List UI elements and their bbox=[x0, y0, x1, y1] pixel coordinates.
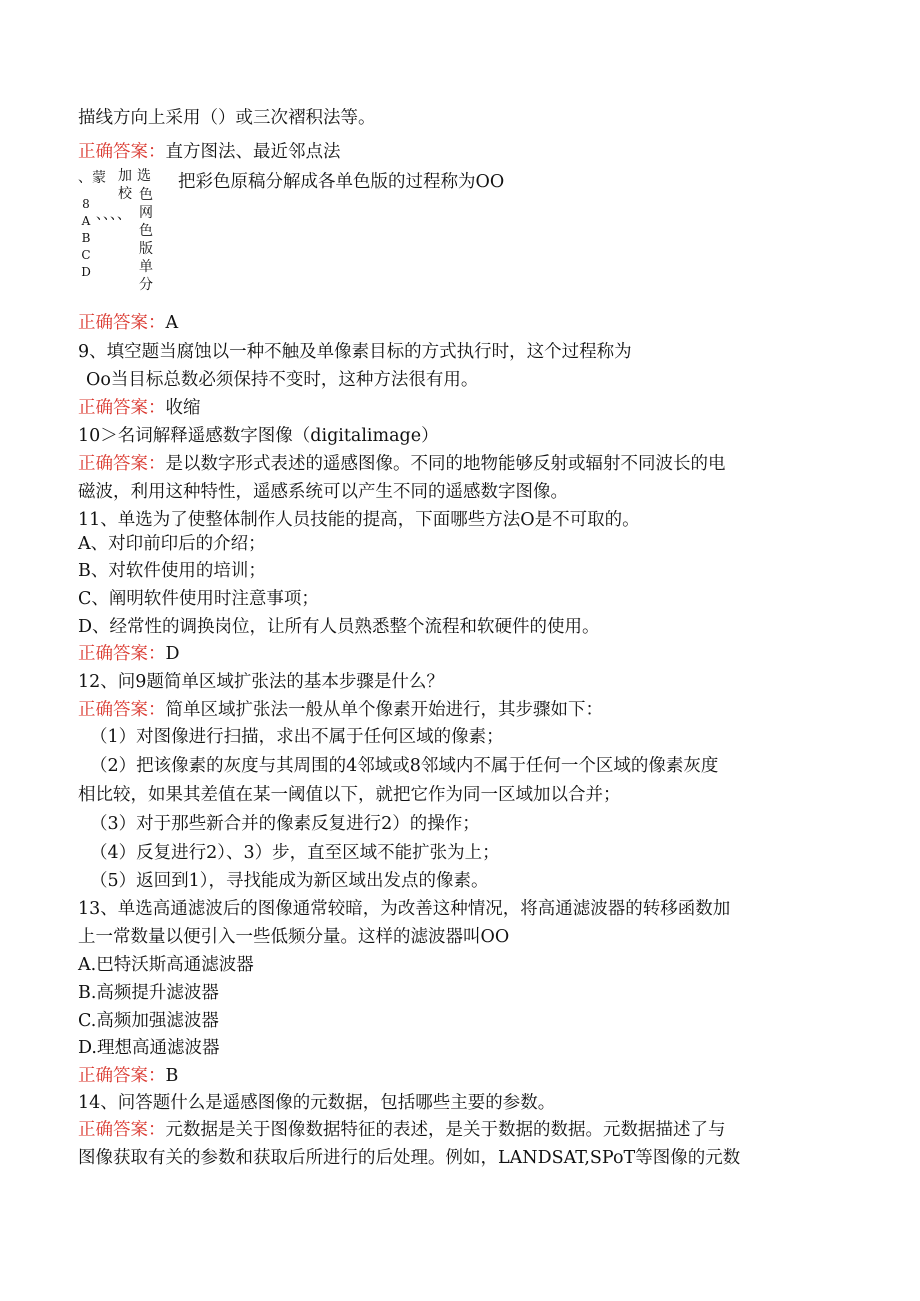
question-line: Oo当目标总数必须保持不变时，这种方法很有用。 bbox=[86, 370, 479, 390]
answer-label: 正确答案： bbox=[78, 398, 166, 418]
answer-label: 正确答案： bbox=[78, 1066, 166, 1086]
option-line: C、阐明软件使用时注意事项； bbox=[78, 589, 319, 609]
question-line: 14、问答题什么是遥感图像的元数据，包括哪些主要的参数。 bbox=[78, 1093, 556, 1113]
question-line: 9、填空题当腐蚀以一种不触及单像素目标的方式执行时，这个过程称为 bbox=[78, 342, 632, 362]
answer-text: 元数据是关于图像数据特征的表述，是关于数据的数据。元数据描述了与 bbox=[165, 1120, 726, 1140]
answer-label: 正确答案： bbox=[78, 644, 166, 664]
option-line: A.巴特沃斯高通滤波器 bbox=[78, 955, 254, 975]
answer-label: 正确答案： bbox=[78, 142, 166, 162]
answer-label: 正确答案： bbox=[78, 1120, 166, 1140]
answer-line bbox=[78, 309, 178, 337]
step-line: （5）返回到1），寻找能成为新区域出发点的像素。 bbox=[90, 871, 489, 891]
answer-text: 是以数字形式表述的遥感图像。不同的地物能够反射或辐射不同波长的电 bbox=[165, 454, 726, 474]
answer-label: 正确答案： bbox=[78, 313, 166, 333]
step-line: （3）对于那些新合并的像素反复进行2）的操作； bbox=[90, 814, 480, 834]
option-line: B.高频提升滤波器 bbox=[78, 983, 219, 1003]
option-line: A、对印前印后的介绍； bbox=[78, 534, 266, 554]
question-line: 10＞名词解释遥感数字图像（digitalimage） bbox=[78, 426, 439, 446]
text-line: 图像获取有关的参数和获取后所进行的后处理。例如，LANDSAT,SPoT等图像的元数 bbox=[78, 1148, 741, 1168]
answer-text: 收缩 bbox=[165, 398, 201, 418]
punctuation-column: 、、、、 bbox=[96, 207, 131, 223]
question-line: 13、单选高通滤波后的图像通常较暗，为改善这种情况，将高通滤波器的转移函数加 bbox=[78, 899, 731, 919]
answer-text: A bbox=[165, 313, 179, 333]
step-line: （4）反复进行2）、3）步，直至区域不能扩张为上； bbox=[90, 843, 500, 863]
answer-line bbox=[78, 640, 180, 668]
text-line: 磁波，利用这种特性，遥感系统可以产生不同的遥感数字图像。 bbox=[78, 482, 568, 502]
question-line: 上一常数量以便引入一些低频分量。这样的滤波器叫OO bbox=[78, 927, 510, 947]
step-line: （2）把该像素的灰度与其周围的4邻域或8邻域内不属于任何一个区域的像素灰度 bbox=[90, 756, 719, 776]
option-line: D、经常性的调换岗位，让所有人员熟悉整个流程和软硬件的使用。 bbox=[78, 617, 600, 637]
option-text-column: 色网色版单分 bbox=[139, 187, 153, 293]
answer-line bbox=[78, 394, 201, 422]
fragment: 选 bbox=[137, 168, 151, 184]
answer-text: B bbox=[165, 1066, 179, 1086]
answer-line bbox=[78, 450, 726, 478]
text-line: 描线方向上采用（）或三次褶积法等。 bbox=[78, 108, 376, 128]
question-line: 12、问9题简单区域扩张法的基本步骤是什么？ bbox=[78, 672, 444, 692]
fragment: 、蒙 bbox=[78, 170, 106, 186]
fragment: 校 bbox=[118, 186, 132, 202]
answer-text: D bbox=[165, 644, 180, 664]
option-line: C.高频加强滤波器 bbox=[78, 1011, 219, 1031]
option-line: D.理想高通滤波器 bbox=[78, 1038, 220, 1058]
answer-line bbox=[78, 138, 341, 166]
answer-line bbox=[78, 1062, 178, 1090]
question-line: 11、单选为了使整体制作人员技能的提高，下面哪些方法O是不可取的。 bbox=[78, 510, 640, 530]
answer-label: 正确答案： bbox=[78, 700, 166, 720]
answer-label: 正确答案： bbox=[78, 454, 166, 474]
answer-text: 直方图法、最近邻点法 bbox=[165, 142, 341, 162]
step-line: （1）对图像进行扫描，求出不属于任何区域的像素； bbox=[90, 727, 504, 747]
question-text: 把彩色原稿分解成各单色版的过程称为OO bbox=[178, 172, 505, 192]
answer-text: 简单区域扩张法一般从单个像素开始进行，其步骤如下： bbox=[165, 700, 603, 720]
fragment: 加 bbox=[118, 168, 132, 184]
answer-line bbox=[78, 1116, 726, 1144]
answer-line bbox=[78, 696, 603, 724]
step-line: 相比较，如果其差值在某一阈值以下，就把它作为同一区域加以合并； bbox=[78, 785, 621, 805]
option-letters-column: 8ABCD bbox=[81, 197, 91, 279]
option-line: B、对软件使用的培训； bbox=[78, 561, 266, 581]
